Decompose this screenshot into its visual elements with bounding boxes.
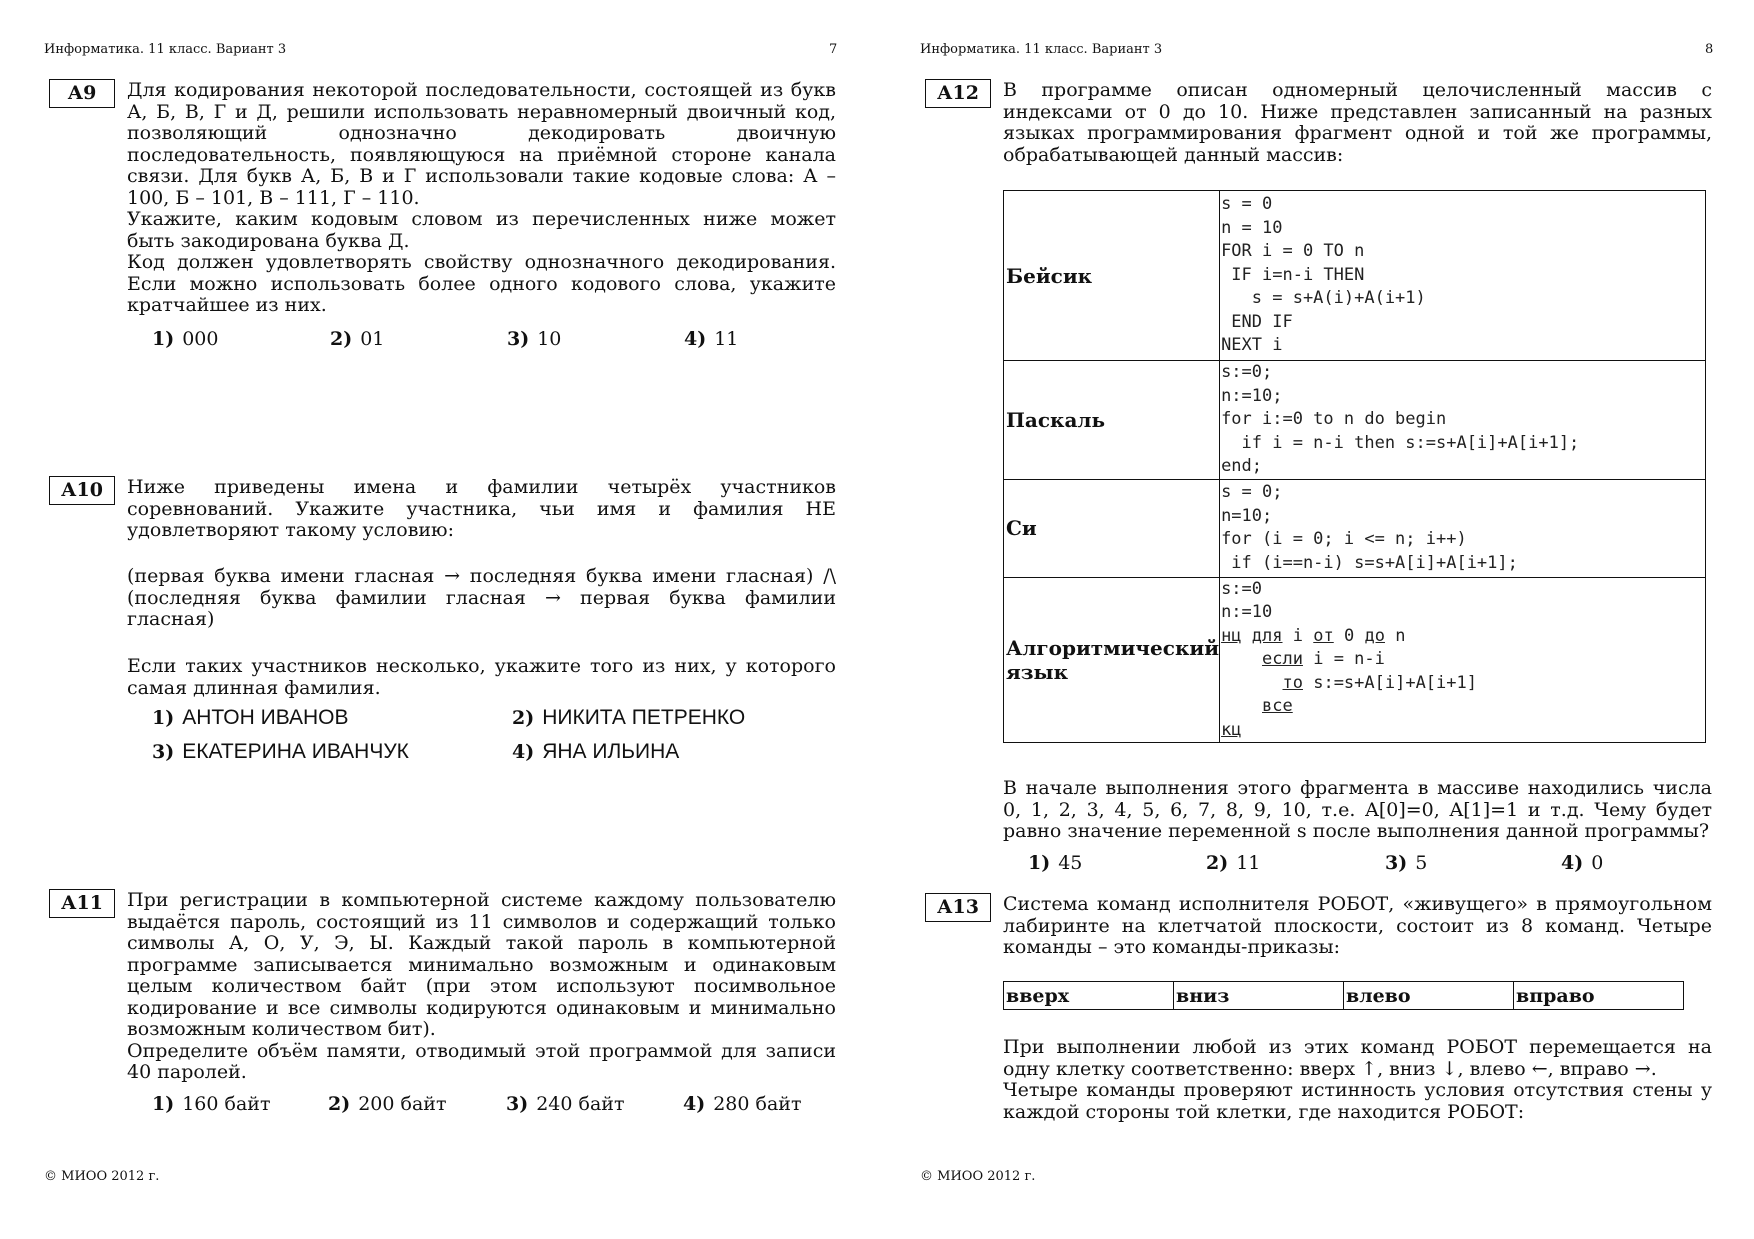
- right-page-number: 8: [1705, 42, 1714, 57]
- a9-answer-4[interactable]: 4) 11: [684, 328, 739, 350]
- lang-c: Си: [1004, 479, 1220, 577]
- command-down: вниз: [1174, 982, 1344, 1010]
- task-label-a12: А12: [925, 79, 991, 108]
- code-c: s = 0; n=10; for (i = 0; i <= n; i++) if (i==n-i) s=s+A[i]+A[i+1];: [1220, 479, 1706, 577]
- command-up: вверх: [1004, 982, 1174, 1010]
- kw-to: до: [1364, 625, 1385, 646]
- task-a11-paragraph: При регистрации в компьютерной системе каждому пользователю выдаётся пароль, состоящий из 11 символов и содержащий только символы А, О, У, Э, Ы. Каждый такой пароль в компьютерной программе записывается минимально возможным и одинаковым целым количеством байт (при этом используют посимвольное кодирование и все символы кодируются одинаковым и минимально возможным количеством бит).: [127, 889, 836, 1040]
- a12-code-table: [1003, 190, 1706, 743]
- task-a11-question: Определите объём памяти, отводимый этой программой для записи 40 паролей.: [127, 1039, 836, 1083]
- right-page-header: Информатика. 11 класс. Вариант 3: [920, 42, 1163, 57]
- kw-for: для: [1251, 625, 1283, 646]
- task-a10-intro: Ниже приведены имена и фамилии четырёх участников соревнований. Укажите участника, чьи имя и фамилия НЕ удовлетворяют такому условию:: [127, 476, 836, 541]
- code-row-alg: [1004, 577, 1706, 743]
- a10-answer-4[interactable]: 4) ЯНА ИЛЬИНА: [512, 740, 680, 763]
- kw-if: если: [1262, 649, 1303, 669]
- task-label-a9: А9: [49, 79, 115, 108]
- task-a12-intro: В программе описан одномерный целочисленный массив с индексами от 0 до 10. Ниже представлен записанный на разных языках программирования фрагмент одной и той же программы, обрабатывающей данный массив:: [1003, 79, 1712, 166]
- a12-answer-3[interactable]: 3) 5: [1385, 852, 1428, 874]
- a9-answer-3[interactable]: 3) 10: [507, 328, 562, 350]
- right-page-footer: © МИОО 2012 г.: [920, 1169, 1036, 1184]
- a11-answer-4[interactable]: 4) 280 байт: [683, 1093, 802, 1115]
- code-basic: s = 0 n = 10 FOR i = 0 TO n IF i=n-i THEN s = s+A(i)+A(i+1) END IF NEXT i: [1220, 191, 1706, 361]
- task-a11-text: [127, 890, 836, 1084]
- task-a13-paragraph-1: При выполнении любой из этих команд РОБОТ перемещается на одну клетку соответственно: вверх ↑, вниз ↓, влево ←, вправо →.: [1003, 1036, 1712, 1080]
- kw-then: то: [1282, 672, 1303, 693]
- a9-answer-2[interactable]: 2) 01: [330, 328, 385, 350]
- left-page-footer: © МИОО 2012 г.: [44, 1169, 160, 1184]
- lang-alg: Алгоритмический язык: [1004, 577, 1220, 743]
- code-row-pascal: [1004, 361, 1706, 480]
- task-a13-text: [1003, 1037, 1712, 1123]
- a12-answer-1[interactable]: 1) 45: [1028, 852, 1083, 874]
- task-a9-paragraph-3: Код должен удовлетворять свойству однозначного декодирования. Если можно использовать более одного кодового слова, укажите кратчайшее из них.: [127, 251, 836, 316]
- a11-answer-1[interactable]: 1) 160 байт: [152, 1093, 271, 1115]
- a13-commands-table: [1003, 981, 1684, 1010]
- code-row-basic: [1004, 191, 1706, 361]
- a11-answer-2[interactable]: 2) 200 байт: [328, 1093, 447, 1115]
- kw-from: от: [1313, 625, 1334, 646]
- command-right: вправо: [1514, 982, 1684, 1010]
- a12-answer-2[interactable]: 2) 11: [1206, 852, 1261, 874]
- kw-end-if: все: [1262, 696, 1293, 716]
- left-page-number: 7: [829, 42, 838, 57]
- lang-basic: Бейсик: [1004, 191, 1220, 361]
- kw-kc: кц: [1221, 719, 1242, 740]
- a10-answer-3[interactable]: 3) ЕКАТЕРИНА ИВАНЧУК: [152, 740, 409, 763]
- task-a12-question: В начале выполнения этого фрагмента в массиве находились числа 0, 1, 2, 3, 4, 5, 6, 7, 8, 9, 10, т.е. A[0]=0, A[1]=1 и т.д. Чему будет равно значение переменной s после выполнения данной программы?: [1003, 777, 1712, 842]
- task-label-a11: А11: [49, 889, 115, 918]
- task-a10-condition: (первая буква имени гласная → последняя буква имени гласная) /\ (последняя буква фамилии гласная → первая буква фамилии гласная): [127, 565, 836, 630]
- a11-answer-3[interactable]: 3) 240 байт: [506, 1093, 625, 1115]
- task-a9-paragraph-1: Для кодирования некоторой последовательности, состоящей из букв А, Б, В, Г и Д, решили использовать неравномерный двоичный код, позволяющий однозначно декодировать двоичную последовательность, появляющуюся на приёмной стороне канала связи. Для букв А, Б, В и Г использовали такие кодовые слова: А – 100, Б – 101, В – 111, Г – 110.: [127, 79, 836, 209]
- task-a10-note: Если таких участников несколько, укажите того из них, у которого самая длинная фамилия.: [127, 655, 836, 699]
- task-a13-intro: Система команд исполнителя РОБОТ, «живущего» в прямоугольном лабиринте на клетчатой плоскости, состоит из 8 команд. Четыре команды – это команды-приказы:: [1003, 893, 1712, 958]
- code-pascal: s:=0; n:=10; for i:=0 to n do begin if i = n-i then s:=s+A[i]+A[i+1]; end;: [1220, 361, 1706, 480]
- task-label-a10: А10: [49, 476, 115, 505]
- code-row-c: [1004, 479, 1706, 577]
- task-a9-text: [127, 80, 836, 317]
- code-alg: s:=0 n:=10 нц для i от 0 до n если i = n-i то s:=s+A[i]+A[i+1] все кц: [1220, 577, 1706, 743]
- task-a13-paragraph-2: Четыре команды проверяют истинность условия отсутствия стены у каждой стороны той клетки, где находится РОБОТ:: [1003, 1079, 1712, 1123]
- command-left: влево: [1344, 982, 1514, 1010]
- kw-nc: нц: [1221, 625, 1242, 646]
- lang-pascal: Паскаль: [1004, 361, 1220, 480]
- a10-answer-2[interactable]: 2) НИКИТА ПЕТРЕНКО: [512, 706, 746, 729]
- a12-answer-4[interactable]: 4) 0: [1561, 852, 1604, 874]
- task-a9-paragraph-2: Укажите, каким кодовым словом из перечисленных ниже может быть закодирована буква Д.: [127, 208, 836, 252]
- task-label-a13: А13: [925, 893, 991, 922]
- a10-answer-1[interactable]: 1) АНТОН ИВАНОВ: [152, 706, 349, 729]
- left-page-header: Информатика. 11 класс. Вариант 3: [44, 42, 287, 57]
- a9-answer-1[interactable]: 1) 000: [152, 328, 219, 350]
